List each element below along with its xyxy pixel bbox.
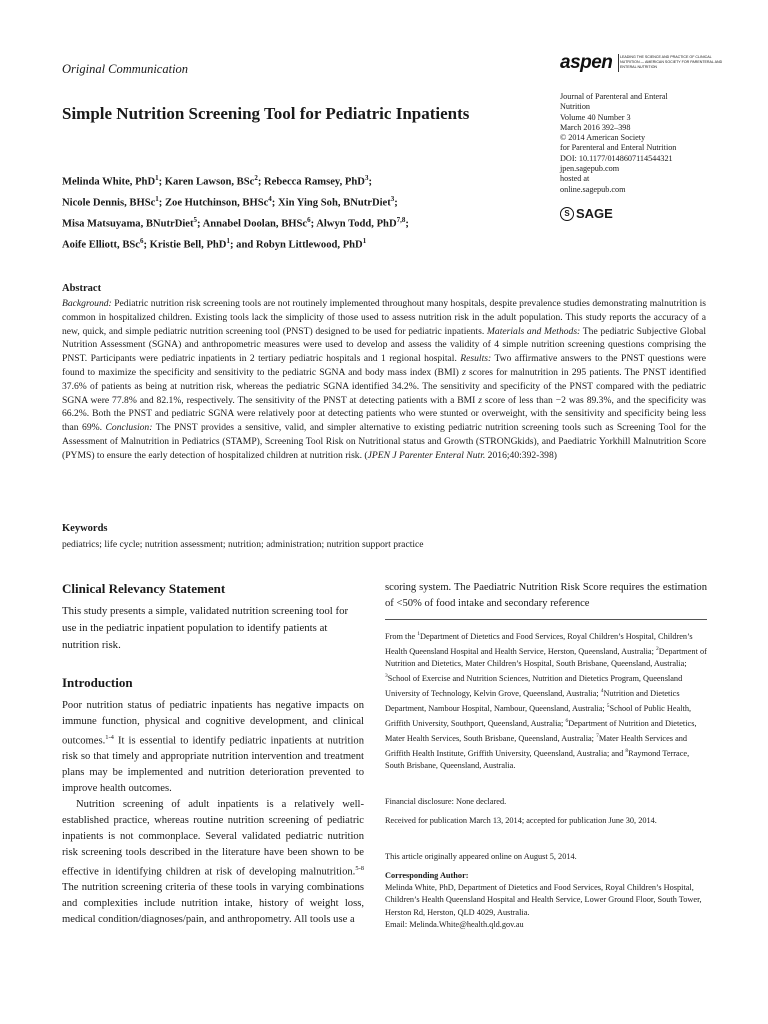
author-name: ; — [405, 218, 409, 230]
affiliation-run: 3 — [385, 673, 388, 680]
corresponding-author — [385, 870, 707, 931]
abstract-run: Background: — [62, 298, 112, 309]
author-line — [62, 191, 532, 212]
author-name: ; and Robyn Littlewood, PhD — [229, 239, 363, 251]
received-dates: Received for publication March 13, 2014; accepted for publication June 30, 2014. — [385, 816, 657, 825]
author-name: ; — [368, 176, 372, 188]
financial-disclosure: Financial disclosure: None declared. — [385, 797, 507, 806]
corresponding-heading: Corresponding Author: — [385, 871, 469, 880]
affiliation-run: School of Exercise and Nutrition Sciences, Nutrition and Dietetics Program, Queensland University of Technology, Kelvin Grove, Queensland, Australia; — [385, 673, 683, 698]
author-line — [62, 170, 532, 191]
author-name: Misa Matsuyama, BNutrDiet — [62, 218, 194, 230]
relevancy-text: This study presents a simple, validated nutrition screening tool for use in the pediatric inpatient population to identify patients at nutrition risk. — [62, 605, 349, 651]
affiliation-run: From the — [385, 631, 418, 641]
author-name: ; Kristie Bell, PhD — [143, 239, 227, 251]
introduction-paragraph — [62, 797, 364, 928]
sage-logo — [560, 206, 613, 221]
introduction-run: It is essential to identify pediatric inpatients at nutrition risk so that timely and appropriate nutrition intervention and treatment plans may be implemented and nutrition deterioration prevented to improve health outcomes. — [62, 735, 364, 795]
introduction-heading: Introduction — [62, 675, 133, 690]
author-name: Melinda White, PhD — [62, 176, 156, 188]
sage-mark-icon: S — [560, 207, 574, 221]
journal-info-line: Volume 40 Number 3 — [560, 112, 631, 122]
introduction-paragraph — [62, 698, 364, 797]
author-list — [62, 170, 532, 255]
corresponding-address: Melinda White, PhD, Department of Dietetics and Food Services, Royal Children’s Hospital, Children’s Health Queensland Hospital and Health Service, Lower Ground Floor, South Tower, Herston Rd, Herston, QLD 4029, Australia. — [385, 883, 702, 917]
journal-info-line: © 2014 American Society — [560, 133, 646, 143]
introduction-run: Poor nutrition status of pediatric inpatients has negative impacts on immune function, physical and cognitive development, and clinical outcomes. — [62, 700, 364, 747]
affiliation-marker: 3 — [364, 174, 369, 182]
affiliation-marker: 5 — [193, 216, 198, 225]
online-note: This article originally appeared online on August 5, 2014. — [385, 852, 577, 861]
relevancy-heading: Clinical Relevancy Statement — [62, 581, 226, 596]
affiliation-marker: 3 — [390, 195, 395, 204]
journal-info-line: Journal of Parenteral and Enteral — [560, 92, 668, 101]
author-name: ; Annabel Doolan, BHSc — [197, 218, 308, 230]
affiliation-run: 1 — [417, 631, 421, 637]
abstract-run: Conclusion: — [105, 422, 153, 434]
abstract-run: scores for malnutrition in 295 patients. The PNST identified 37.6% of patients as being at nutrition risk, whereas the pediatric SGNA identified 34.2%. The sensitivity and specificity of the PNST compared with the pediatric SGNA were 77.8% and 82.1%, respectively. The sensitivity of the PNST at detecting patients with a BMI — [62, 366, 706, 406]
author-name: ; Rebecca Ramsey, PhD — [257, 176, 365, 188]
abstract-run: The PNST provides a sensitive, valid, and simpler alternative to existing pediatric nutrition screening tools such as Screening Tool for the Assessment of Malnutrition in Pediatrics (STAMP), Screening Tool Risk on Nutritional status and Growth (STRONGkids), and Paediatric Yorkhill Malnutrition Score (PYMS) to ensure the early detection of hospitalized children at nutrition risk. ( — [62, 422, 706, 461]
journal-info — [560, 92, 728, 195]
affiliation-run: 2 — [655, 645, 659, 652]
author-name: ; Alwyn Todd, PhD — [310, 218, 397, 230]
corresponding-email: Email: Melinda.White@health.qld.gov.au — [385, 919, 524, 929]
journal-info-line: Nutrition — [560, 102, 591, 112]
affiliation-run: Nutrition and Dietetics Department, Nambour Hospital, Nambour, Queensland, Australia; — [385, 688, 680, 713]
affiliation-marker: 6 — [307, 216, 311, 225]
affiliation-run: 5 — [606, 703, 610, 710]
abstract-run: Results: — [460, 353, 492, 365]
introduction-run: Nutrition screening of adult inpatients is a relatively well-established practice, whereas routine nutrition screening of pediatric inpatients is not commonplace. Several validated pediatric nutrition risk screening tools described in the literature have been shown to be effective in identifying children at risk of developing malnutrition. — [62, 798, 364, 878]
affiliation-run: 6 — [565, 718, 569, 725]
affiliation-marker: 1 — [226, 237, 230, 246]
affiliation-run: Raymond Terrace, South Brisbane, Queensland, Australia. — [385, 748, 690, 770]
affiliation-run: 4 — [600, 688, 604, 695]
abstract-run: The pediatric Subjective Global Nutrition Assessment (SGNA) and anthropometric measures were used to develop and assess the validity of 4 simple nutrition screening questions comprising the PNST. Participants were pediatric inpatients in 2 tertiary pediatric hospitals and 1 regional hospital. — [62, 325, 706, 365]
author-name: ; Zoe Hutchinson, BHSc — [158, 197, 269, 209]
keywords-heading: Keywords — [62, 523, 108, 534]
author-name: ; — [394, 197, 398, 209]
journal-info-line: March 2016 392–398 — [560, 122, 631, 132]
affiliation-run: Department of Nutrition and Dietetics, Mater Health Services, South Brisbane, Queensland, Australia; — [385, 718, 697, 743]
affiliation-marker: 2 — [254, 174, 258, 182]
author-line — [62, 233, 532, 254]
publisher-name: SAGE — [576, 206, 613, 221]
affiliation-run: 8 — [625, 747, 629, 754]
introduction-run: 1-4 — [105, 733, 114, 741]
abstract-run: z — [462, 366, 466, 378]
author-line — [62, 212, 532, 233]
column2-continuation-text: scoring system. The Paediatric Nutrition Risk Score requires the estimation of <50% of food intake and secondary reference — [385, 582, 707, 609]
journal-info-line: for Parenteral and Enteral Nutrition — [560, 143, 677, 153]
abstract-run: score of less than −2 was 89.3%, and the specificity was 66.2%. Both the PNST and pediatric SGNA were relatively poor at detecting patients who were stunted or overweight, with the sensitivity and specificity being less than 69%. — [62, 394, 706, 434]
affiliation-marker: 6 — [139, 237, 144, 246]
affiliation-run: 7 — [596, 733, 599, 740]
keywords-text: pediatrics; life cycle; nutrition assessment; nutrition; administration; nutrition support practice — [62, 539, 424, 550]
affiliation-run: Department of Nutrition and Dietetics, Mater Children’s Hospital, South Brisbane, Queensland, Australia; — [385, 646, 707, 668]
section-label: Original Communication — [62, 62, 189, 76]
author-name: Nicole Dennis, BHSc — [62, 197, 156, 209]
abstract-run: Materials and Methods: — [486, 325, 581, 337]
affiliation-run: Department of Dietetics and Food Services, Royal Children’s Hospital, Children’s Health Queensland Hospital and Health Service, Herston, Queensland, Australia; — [385, 631, 693, 656]
introduction-run: 5-8 — [355, 864, 364, 872]
abstract-run: z — [478, 394, 483, 406]
author-affiliations — [385, 628, 707, 772]
journal-info-line: DOI: 10.1177/0148607114544321 — [560, 153, 673, 163]
affiliation-marker: 1 — [362, 237, 367, 246]
article-title: Simple Nutrition Screening Tool for Pediatric Inpatients — [62, 104, 470, 123]
abstract-run: 2016;40:392-398) — [485, 449, 557, 461]
logo-divider — [618, 54, 619, 72]
affiliation-marker: 1 — [155, 174, 159, 182]
logo-wordmark: aspen — [560, 52, 613, 73]
affiliation-marker: 7,8 — [396, 216, 406, 225]
abstract-run: Two affirmative answers to the PNST questions were found to maximize the specificity and sensitivity to the pediatric SGNA and body mass index (BMI) — [62, 353, 706, 378]
journal-info-line: hosted at — [560, 174, 590, 184]
affiliation-run: Mater Health Services and Griffith Health Institute, Griffith University, Queensland, Australia; and — [385, 733, 688, 758]
logo-tagline: LEADING THE SCIENCE AND PRACTICE OF CLINICAL NUTRITION — AMERICAN SOCIETY FOR PARENTERAL AND ENTERAL NUTRITION — [620, 55, 723, 69]
abstract-run: JPEN J Parenter Enteral Nutr. — [367, 449, 486, 461]
affiliation-marker: 1 — [155, 195, 159, 204]
author-name: ; Karen Lawson, BSc — [158, 176, 255, 188]
introduction-text — [62, 698, 364, 928]
abstract-run: Pediatric nutrition risk screening tools are not routinely implemented throughout many hospitals, despite prevalence studies demonstrating malnutrition is common in hospitalized children. Existing tools lack the simplicity of those used to assess nutrition risk in the adult population. This study reports the accuracy of a new, quick, and simple pediatric nutrition screening tool (PNST) designed to be used for pediatric inpatients. — [62, 298, 706, 337]
author-name: ; Xin Ying Soh, BNutrDiet — [271, 197, 391, 209]
footnote-divider — [385, 619, 707, 620]
journal-info-line: jpen.sagepub.com — [560, 164, 620, 174]
affiliation-marker: 4 — [268, 195, 272, 204]
affiliation-run: School of Public Health, Griffith University, Southport, Queensland, Australia; — [385, 703, 692, 728]
abstract-heading: Abstract — [62, 283, 102, 294]
introduction-run: The nutrition screening criteria of these tools in varying combinations and complexities include nutrition intake, history of weight loss, medical condition/diagnoses/pain, and anthropometry. All tools use a — [62, 882, 364, 925]
journal-info-line: online.sagepub.com — [560, 184, 626, 194]
aspen-logo — [560, 52, 723, 78]
abstract-text — [62, 297, 706, 463]
author-name: Aoife Elliott, BSc — [62, 239, 140, 251]
